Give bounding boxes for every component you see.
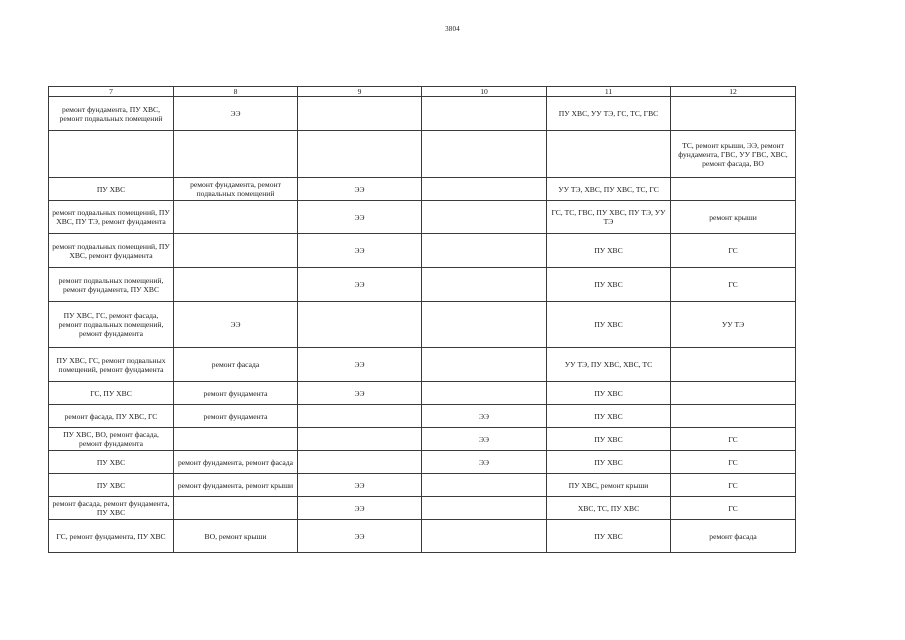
column-header: 12 (671, 87, 796, 97)
column-header: 11 (547, 87, 671, 97)
table-cell: ГС (671, 497, 796, 520)
table-cell (422, 268, 547, 302)
table-cell (422, 382, 547, 405)
table-cell: ГС (671, 451, 796, 474)
table-cell: ЭЭ (298, 234, 422, 268)
table-cell (671, 382, 796, 405)
table-cell (671, 348, 796, 382)
table-cell: ремонт фасада (174, 348, 298, 382)
table-cell: ремонт фундамента, ремонт фасада (174, 451, 298, 474)
table-row (49, 302, 796, 348)
table-cell: ПУ ХВС (49, 451, 174, 474)
table-row (49, 405, 796, 428)
table-cell: ремонт подвальных помещений, ПУ ХВС, ПУ ТЭ, ремонт фундамента (49, 201, 174, 234)
table-cell: ГС (671, 268, 796, 302)
table-cell: ремонт подвальных помещений, ремонт фундамента, ПУ ХВС (49, 268, 174, 302)
table-cell: ремонт крыши (671, 201, 796, 234)
table-cell: ПУ ХВС (49, 474, 174, 497)
table-cell: ПУ ХВС (547, 234, 671, 268)
table-cell: ЭЭ (298, 520, 422, 553)
table-cell (422, 474, 547, 497)
table-cell: ГС, ТС, ГВС, ПУ ХВС, ПУ ТЭ, УУ ТЭ (547, 201, 671, 234)
table-cell: ЭЭ (174, 97, 298, 131)
table-cell: ПУ ХВС, УУ ТЭ, ГС, ТС, ГВС (547, 97, 671, 131)
table-cell: ЭЭ (422, 428, 547, 451)
table-cell (298, 302, 422, 348)
table-row (49, 520, 796, 553)
table-cell (422, 234, 547, 268)
table-cell: ЭЭ (298, 474, 422, 497)
table-cell (422, 348, 547, 382)
table-cell (422, 201, 547, 234)
table-row (49, 451, 796, 474)
table-cell: ЭЭ (298, 268, 422, 302)
table-cell (298, 131, 422, 178)
table-cell: ГС (671, 234, 796, 268)
table-cell: ЭЭ (298, 348, 422, 382)
table-cell: ПУ ХВС (547, 428, 671, 451)
table-cell: ремонт фасада, ремонт фундамента, ПУ ХВС (49, 497, 174, 520)
table-row (49, 497, 796, 520)
table-row (49, 348, 796, 382)
table-row (49, 97, 796, 131)
table-cell: ЭЭ (422, 451, 547, 474)
table-cell: ПУ ХВС (547, 302, 671, 348)
table-cell: ремонт фундамента, ПУ ХВС, ремонт подвальных помещений (49, 97, 174, 131)
table-cell: ВО, ремонт крыши (174, 520, 298, 553)
table-cell: ЭЭ (422, 405, 547, 428)
table-cell (671, 97, 796, 131)
table-cell: ремонт фундамента (174, 405, 298, 428)
table-cell (422, 302, 547, 348)
table-cell (174, 234, 298, 268)
table-cell (422, 178, 547, 201)
table-cell: ГС (671, 428, 796, 451)
table-cell (298, 405, 422, 428)
table-cell: ХВС, ТС, ПУ ХВС (547, 497, 671, 520)
table-cell: ПУ ХВС (547, 268, 671, 302)
table-cell: ремонт фундамента (174, 382, 298, 405)
table-cell (174, 497, 298, 520)
table-row (49, 382, 796, 405)
table-row (49, 428, 796, 451)
column-header: 10 (422, 87, 547, 97)
table-cell (422, 97, 547, 131)
table-cell (671, 178, 796, 201)
table-cell: ремонт фундамента, ремонт подвальных помещений (174, 178, 298, 201)
table-row (49, 234, 796, 268)
table-cell (671, 405, 796, 428)
table-cell (174, 268, 298, 302)
table-cell (174, 428, 298, 451)
table-cell (174, 131, 298, 178)
table-cell (298, 97, 422, 131)
table-cell: ЭЭ (298, 178, 422, 201)
table-cell (49, 131, 174, 178)
table-cell: ремонт фасада, ПУ ХВС, ГС (49, 405, 174, 428)
column-header: 8 (174, 87, 298, 97)
table-cell: ТС, ремонт крыши, ЭЭ, ремонт фундамента, ГВС, УУ ГВС, ХВС, ремонт фасада, ВО (671, 131, 796, 178)
table-cell (422, 497, 547, 520)
table-cell: УУ ТЭ, ПУ ХВС, ХВС, ТС (547, 348, 671, 382)
table-cell: ПУ ХВС (547, 382, 671, 405)
column-header: 9 (298, 87, 422, 97)
table-cell: ГС, ремонт фундамента, ПУ ХВС (49, 520, 174, 553)
table-cell (174, 201, 298, 234)
table-cell: ПУ ХВС, ВО, ремонт фасада, ремонт фундамента (49, 428, 174, 451)
page-number: 3804 (445, 25, 460, 33)
table-cell (422, 131, 547, 178)
table-row (49, 178, 796, 201)
table-cell: ремонт подвальных помещений, ПУ ХВС, ремонт фундамента (49, 234, 174, 268)
table-cell: ЭЭ (298, 201, 422, 234)
column-header: 7 (49, 87, 174, 97)
table-cell (298, 428, 422, 451)
table-cell (547, 131, 671, 178)
table-cell (298, 451, 422, 474)
table-row (49, 131, 796, 178)
work-schedule-table (48, 86, 796, 553)
table-row (49, 268, 796, 302)
table-header-row (49, 87, 796, 97)
table-cell: ПУ ХВС (49, 178, 174, 201)
table-cell: ремонт фундамента, ремонт крыши (174, 474, 298, 497)
table-cell: ГС (671, 474, 796, 497)
table-row (49, 201, 796, 234)
table-cell: ПУ ХВС (547, 405, 671, 428)
table-cell: ПУ ХВС (547, 520, 671, 553)
table-cell: ПУ ХВС, ГС, ремонт фасада, ремонт подвальных помещений, ремонт фундамента (49, 302, 174, 348)
table-cell: ПУ ХВС, ремонт крыши (547, 474, 671, 497)
table-cell: ремонт фасада (671, 520, 796, 553)
table-cell: УУ ТЭ, ХВС, ПУ ХВС, ТС, ГС (547, 178, 671, 201)
table-cell: ЭЭ (298, 382, 422, 405)
table-cell: ГС, ПУ ХВС (49, 382, 174, 405)
table-row (49, 474, 796, 497)
table-cell: УУ ТЭ (671, 302, 796, 348)
table-cell: ПУ ХВС, ГС, ремонт подвальных помещений, ремонт фундамента (49, 348, 174, 382)
table-cell (422, 520, 547, 553)
table-cell: ЭЭ (298, 497, 422, 520)
table-cell: ЭЭ (174, 302, 298, 348)
table-cell: ПУ ХВС (547, 451, 671, 474)
